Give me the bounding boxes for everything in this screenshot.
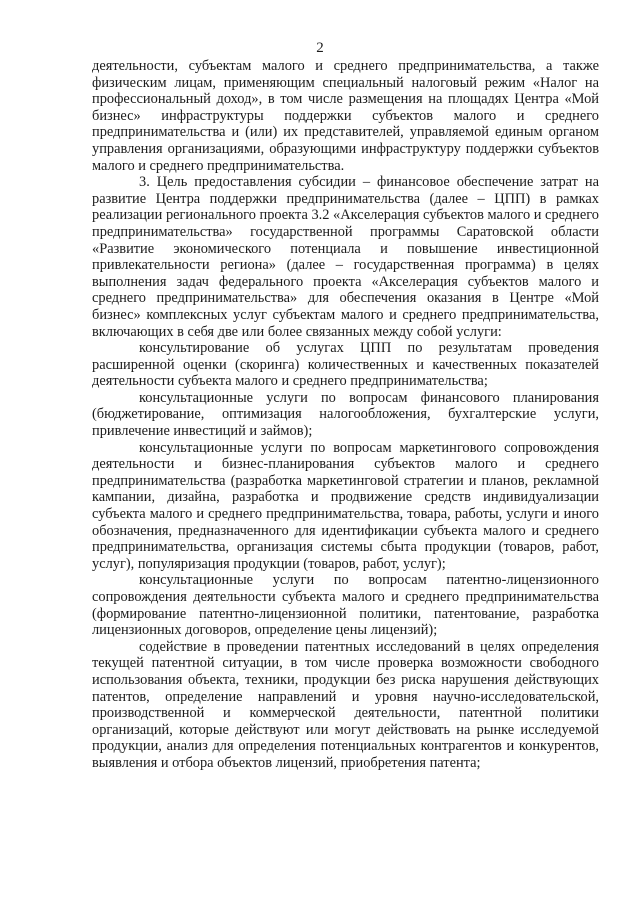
- paragraph-service-finance: консультационные услуги по вопросам финансового планирования (бюджетирование, оптимизация налогообложения, бухгалтерские услуги, привлечение инвестиций и займов);: [92, 389, 599, 440]
- paragraph-continuation: деятельности, субъектам малого и среднего предпринимательства, а также физическим лицам, применяющим специальный налоговый режим «Налог на профессиональный доход», в том числе размещения на площадях Центра «Мой бизнес» инфраструктуры поддержки субъектов малого и среднего предпринимательства и (или) их представителей, управляемой единым органом управления организациями, образующими инфраструктуру поддержки субъектов малого и среднего предпринимательства.: [92, 58, 599, 174]
- paragraph-service-patent-licensing: консультационные услуги по вопросам патентно-лицензионного сопровождения деятельности субъекта малого и среднего предпринимательства (формирование патентно-лицензионной политики, патентование, разработка лицензионных договоров, определение цены лицензий);: [92, 572, 599, 639]
- page-number: 2: [316, 40, 324, 56]
- document-body: [92, 58, 599, 772]
- paragraph-service-scoring: консультирование об услугах ЦПП по результатам проведения расширенной оценки (скоринга) количественных и качественных показателей деятельности субъекта малого и среднего предпринимательства;: [92, 340, 599, 390]
- paragraph-service-patent-research: содействие в проведении патентных исследований в целях определения текущей патентной ситуации, в том числе проверка возможности свободного использования объекта, техники, продукции без риска нарушения действующих патентов, определение направлений и уровня научно-исследовательской, производственной и коммерческой деятельности, патентной политики организаций, которые действуют или могут действовать на рынке исследуемой продукции, анализ для определения потенциальных контрагентов и конкурентов, выявления и отбора объектов лицензий, приобретения патента;: [92, 638, 599, 771]
- paragraph-goal: 3. Цель предоставления субсидии – финансовое обеспечение затрат на развитие Центра поддержки предпринимательства (далее – ЦПП) в рамках реализации регионального проекта 3.2 «Акселерация субъектов малого и среднего предпринимательства» государственной программы Саратовской области «Развитие экономического потенциала и повышение инвестиционной привлекательности региона» (далее – государственная программа) в целях выполнения задач федерального проекта «Акселерация субъектов малого и среднего предпринимательства» для обеспечения оказания в Центре «Мой бизнес» комплексных услуг субъектам малого и среднего предпринимательства, включающих в себя две или более связанных между собой услуги:: [92, 174, 599, 340]
- paragraph-service-marketing: консультационные услуги по вопросам маркетингового сопровождения деятельности и бизнес-планирования субъектов малого и среднего предпринимательства (разработка маркетинговой стратегии и планов, рекламной кампании, дизайна, разработка и продвижение средств индивидуализации субъекта малого и среднего предпринимательства, товара, работы, услуги и иного обозначения, предназначенного для идентификации субъекта малого и среднего предпринимательства, организация системы сбыта продукции (товаров, работ, услуг), популяризация продукции (товаров, работ, услуг);: [92, 439, 599, 572]
